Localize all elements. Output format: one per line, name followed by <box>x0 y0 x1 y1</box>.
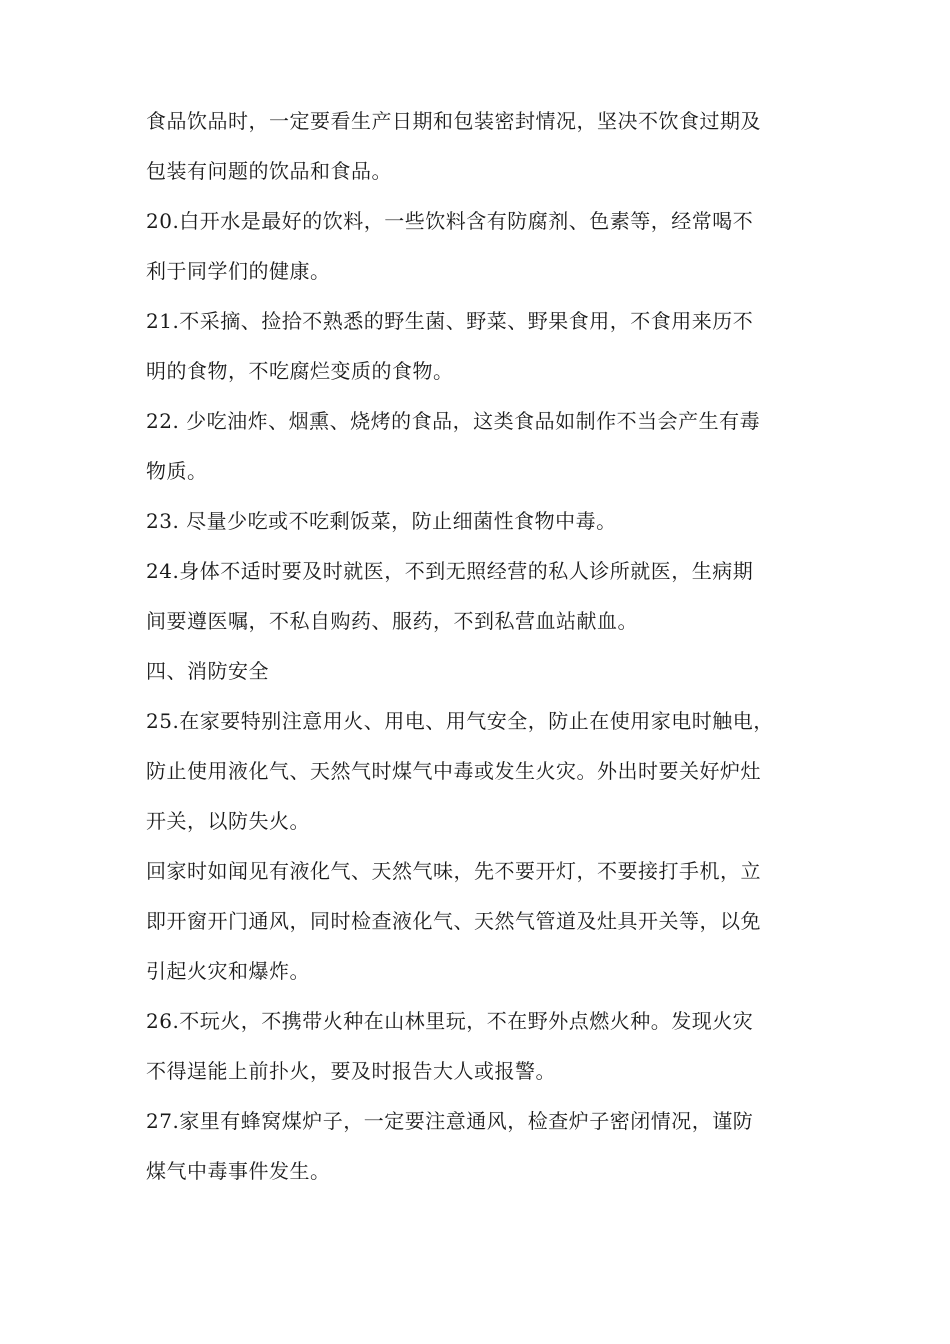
text-line: 20.白开水是最好的饮料，一些饮料含有防腐剂、色素等，经常喝不 <box>146 209 754 233</box>
text-line: 明的食物，不吃腐烂变质的食物。 <box>146 359 454 383</box>
text-line: 22. 少吃油炸、烟熏、烧烤的食品，这类食品如制作不当会产生有毒 <box>146 409 761 433</box>
text-line: 即开窗开门通风，同时检查液化气、天然气管道及灶具开关等，以免 <box>146 909 761 933</box>
text-line: 26.不玩火，不携带火种在山林里玩，不在野外点燃火种。发现火灾 <box>146 1009 754 1033</box>
text-line: 25.在家要特别注意用火、用电、用气安全，防止在使用家电时触电， <box>146 709 774 733</box>
document-body <box>146 96 822 1196</box>
text-line: 煤气中毒事件发生。 <box>146 1159 331 1183</box>
text-line: 食品饮品时，一定要看生产日期和包装密封情况，坚决不饮食过期及 <box>146 109 761 133</box>
text-line: 23. 尽量少吃或不吃剩饭菜，防止细菌性食物中毒。 <box>146 509 617 533</box>
text-line: 不得逞能上前扑火，要及时报告大人或报警。 <box>146 1059 556 1083</box>
text-line: 防止使用液化气、天然气时煤气中毒或发生火灾。外出时要关好炉灶 <box>146 759 761 783</box>
text-line: 物质。 <box>146 459 208 483</box>
section-heading: 四、消防安全 <box>146 659 269 683</box>
text-line: 利于同学们的健康。 <box>146 259 331 283</box>
text-line: 27.家里有蜂窝煤炉子，一定要注意通风，检查炉子密闭情况，谨防 <box>146 1109 754 1133</box>
text-line: 间要遵医嘱，不私自购药、服药，不到私营血站献血。 <box>146 609 638 633</box>
text-line: 开关，以防失火。 <box>146 809 310 833</box>
text-line: 21.不采摘、捡拾不熟悉的野生菌、野菜、野果食用，不食用来历不 <box>146 309 754 333</box>
text-line: 引起火灾和爆炸。 <box>146 959 310 983</box>
text-line: 回家时如闻见有液化气、天然气味，先不要开灯，不要接打手机，立 <box>146 859 761 883</box>
text-line: 包装有问题的饮品和食品。 <box>146 159 392 183</box>
text-line: 24.身体不适时要及时就医，不到无照经营的私人诊所就医，生病期 <box>146 559 754 583</box>
